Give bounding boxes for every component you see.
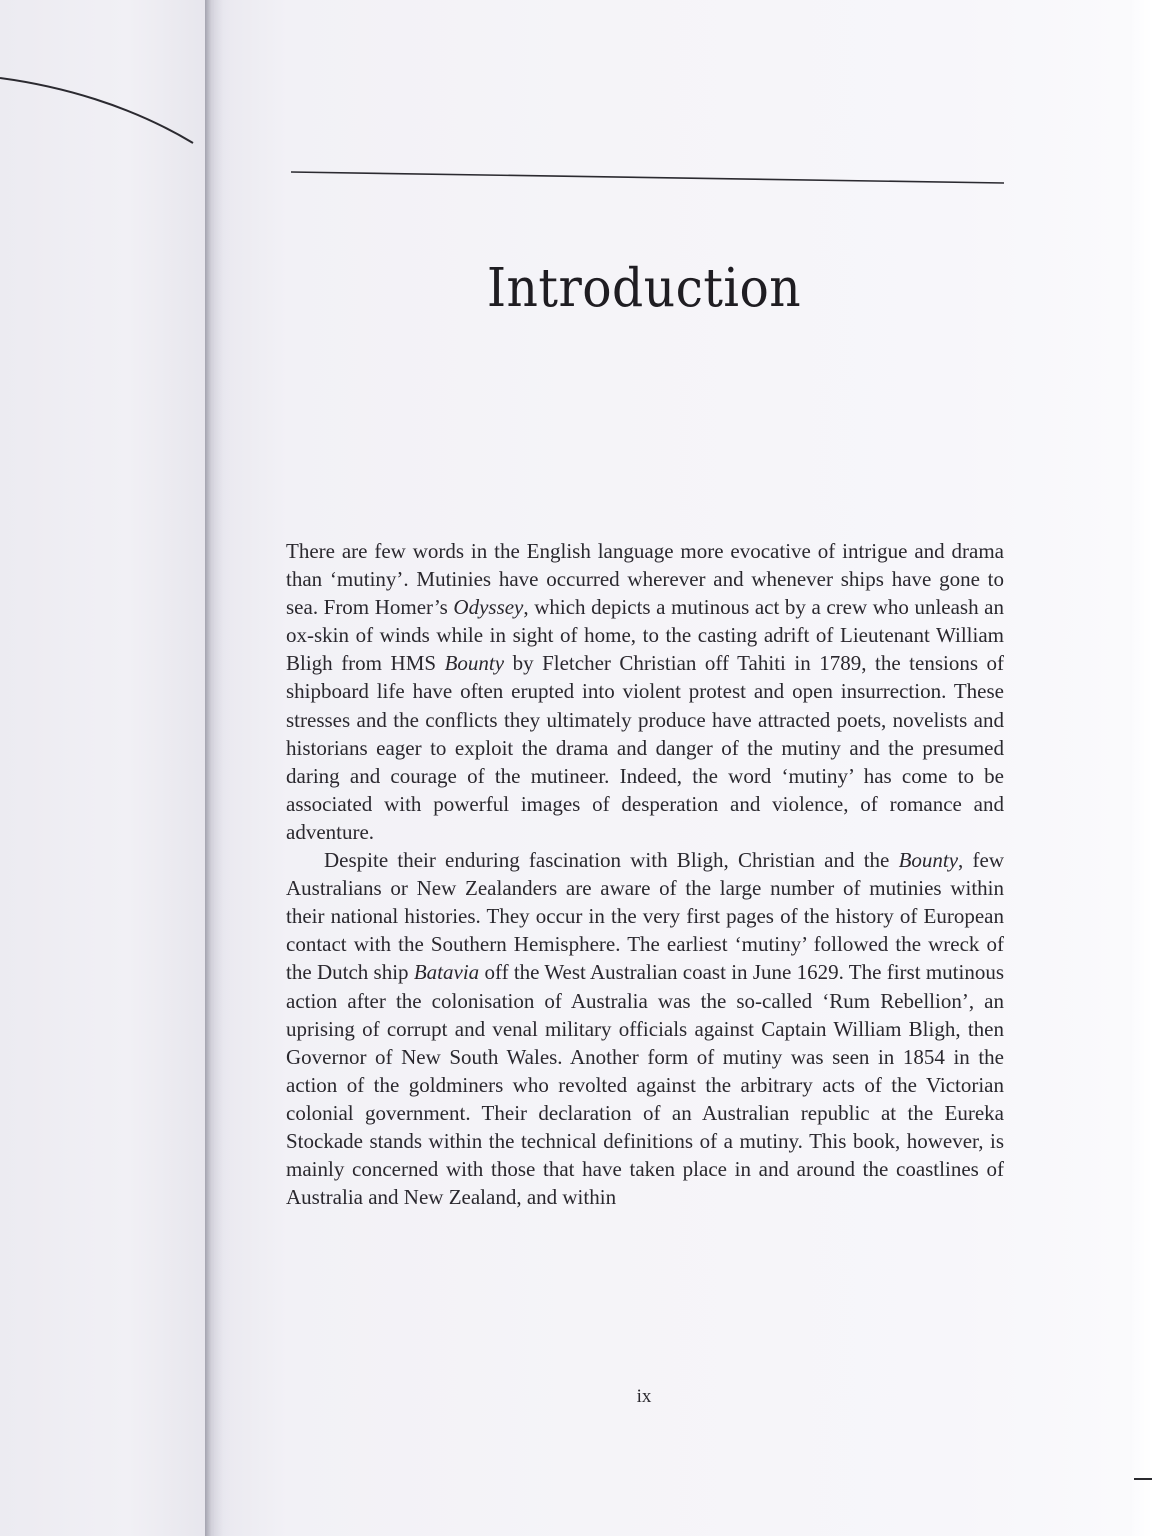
paragraph-1-text-c: by Fletcher Christian off Tahiti in 1789, the tensions of shipboard life have often erupted into violent protest and open insurrection. These stresses and the conflicts they ultimately produce have attracted poets, novelists and historians eager to exploit the drama and danger of the mutiny and the presumed daring and courage of the mutineer. Indeed, the word ‘mutiny’ has come to be associated with powerful images of desperation and violence, of romance and adventure. [286, 651, 1005, 844]
body-text [286, 537, 1004, 1211]
paragraph-2 [286, 846, 1004, 1211]
paragraph-1-text-a: There are few words in the English language more evocative of intrigue and drama than ‘mutiny’. Mutinies have occurred wherever and whenever ships have gone to sea. From Homer’s [286, 539, 1004, 620]
right-page [214, 0, 1132, 1536]
paragraph-1-text-b: , which depicts a mutinous act by a crew who unleash an ox-skin of winds while in sight of home, to the casting adrift of Lieutenant William Bligh from HMS [286, 595, 1004, 676]
left-page [0, 0, 214, 1536]
chapter-rule [291, 170, 1004, 188]
left-page-curve-line [0, 0, 214, 200]
edge-mark [1134, 1478, 1152, 1480]
page-edge [1132, 0, 1152, 1536]
paragraph-2-text-b: , few Australians or New Zealanders are aware of the large number of mutinies within their national histories. They occur in the very first pages of the history of European contact with the Southern Hemisphere. The earliest ‘mutiny’ followed the wreck of the Dutch ship [286, 848, 1004, 985]
paragraph-2-italic-b: Batavia [413, 960, 480, 985]
page-number: ix [636, 1386, 652, 1407]
paragraph-1-italic-a: Odyssey [453, 595, 524, 620]
gutter-shadow [205, 0, 231, 1536]
chapter-title: Introduction [486, 258, 802, 319]
paragraph-1-italic-b: Bounty [444, 651, 505, 676]
paragraph-2-italic-a: Bounty [898, 848, 959, 873]
paragraph-2-text-c: off the West Australian coast in June 1629. The first mutinous action after the colonisation of Australia was the so-called ‘Rum Rebellion’, an uprising of corrupt and venal military officials against Captain William Bligh, then Governor of New South Wales. Another form of mutiny was seen in 1854 in the action of the goldminers who revolted against the arbitrary acts of the Victorian colonial government. Their declaration of an Australian republic at the Eureka Stockade stands within the technical definitions of a mutiny. This book, however, is mainly concerned with those that have taken place in and around the coastlines of Australia and New Zealand, and within [286, 960, 1004, 1210]
paragraph-1 [286, 537, 1004, 846]
paragraph-2-text-a: Despite their enduring fascination with Bligh, Christian and the [324, 848, 899, 873]
